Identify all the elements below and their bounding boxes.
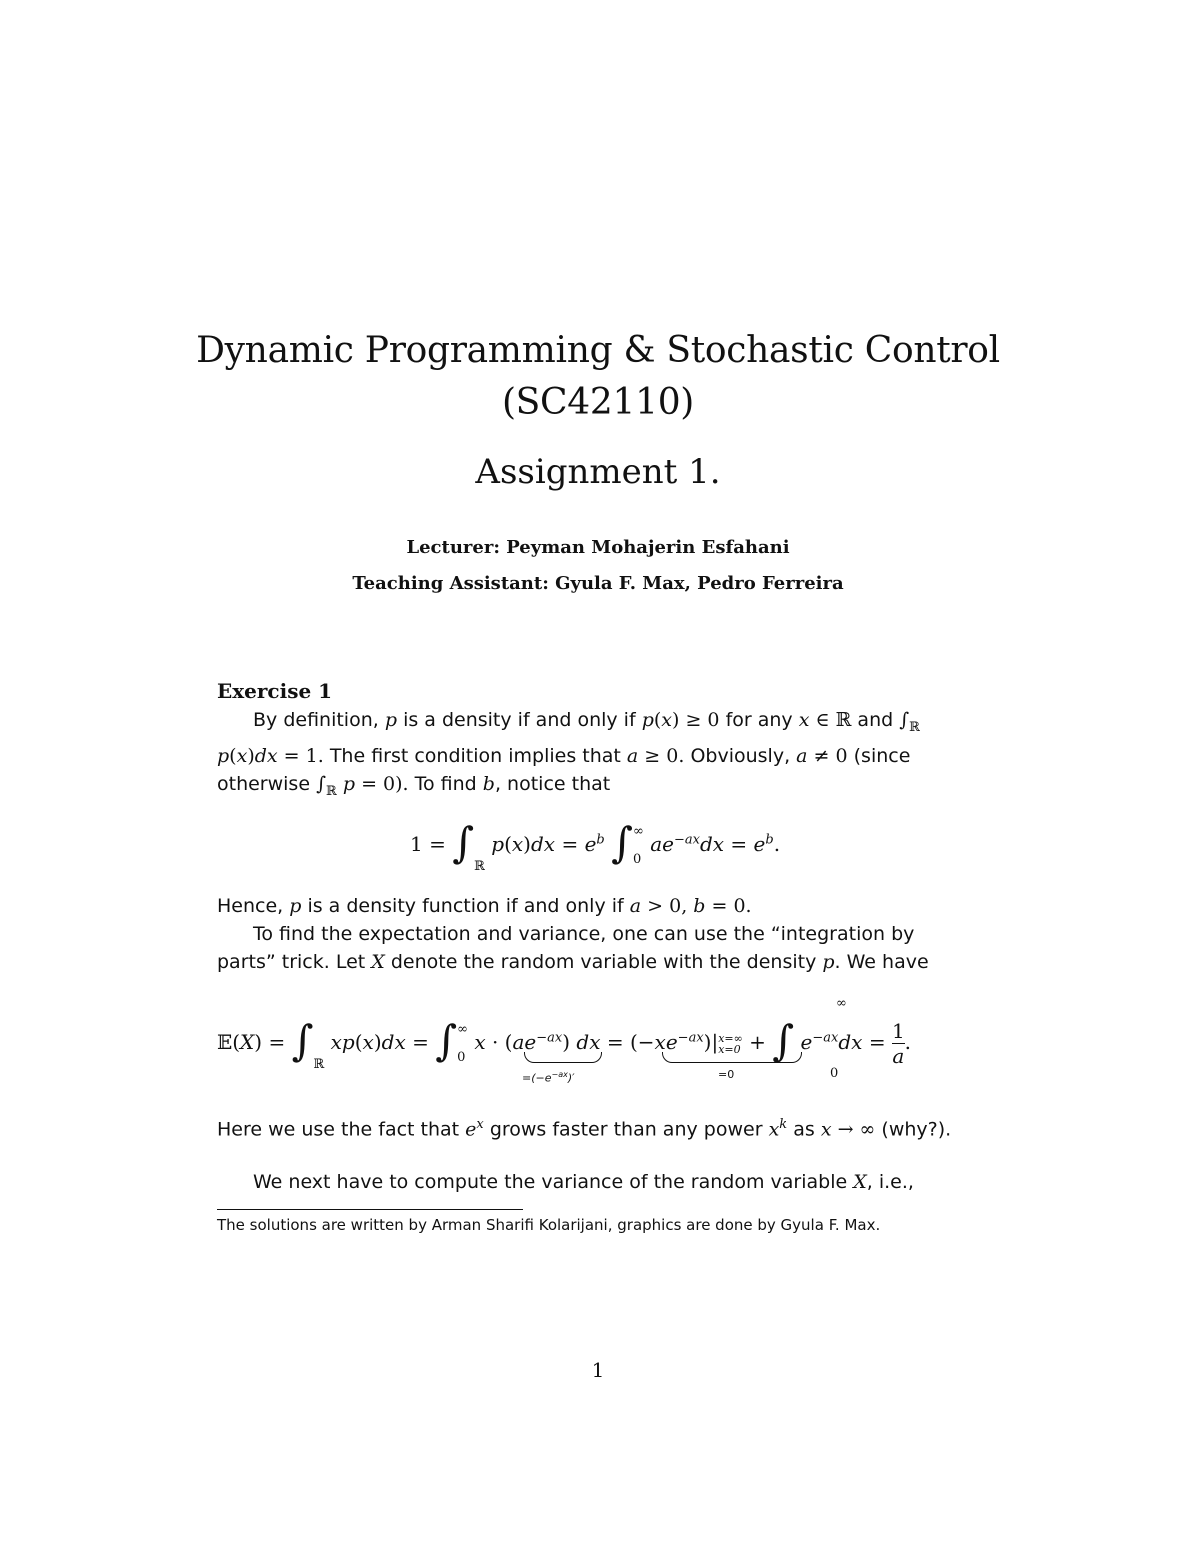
- paragraph-variance-intro: We next have to compute the variance of the random variable X, i.e.,: [253, 1171, 914, 1193]
- p5-text-1: We next have to compute the variance of the random variable: [253, 1171, 848, 1193]
- p1-text-6: Obviously,: [690, 744, 791, 767]
- underbrace-derivative: [524, 1052, 602, 1063]
- p1-text-2: is a density if and only if: [403, 709, 636, 731]
- lower-limit-zero: 0: [830, 1066, 839, 1081]
- underbrace-label-derivative: $=(-e^{-ax})'$: [522, 1070, 575, 1085]
- p4-text-1: Here we use the fact that: [217, 1118, 460, 1141]
- p1-text-1: By definition,: [253, 709, 379, 731]
- footnote-text: The solutions are written by Arman Sharifi Kolarijani, graphics are done by Gyula F. Max.: [217, 1216, 881, 1234]
- underbrace-boundary: [662, 1052, 802, 1063]
- paper-title-line-1: Dynamic Programming & Stochastic Control: [196, 330, 1000, 371]
- p1-text-5: The first condition implies that: [329, 744, 621, 767]
- p1-text-4: and: [857, 709, 894, 731]
- equation-expectation: 𝔼(X) = $\int_ℝ$ xp(x)dx = ∫∞ 0 $x \cdot (ae^{-ax})$ dx = $(-xe^{-ax})|x=\infty$ x=0 + ∫ $e^{-ax}dx$ = $\frac{1}{a}$ .: [217, 1016, 912, 1072]
- p3-text-1: To find the expectation and variance, one can use the “integration by parts” trick. Let: [217, 923, 915, 973]
- paragraph-growth-fact: Here we use the fact that $e^x$ grows faster than any power $x^k$ as x → ∞ (why?).: [217, 1117, 952, 1141]
- p1-text-8: To find: [414, 772, 477, 795]
- underbrace-label-zero: =0: [718, 1068, 735, 1081]
- p3-text-2: denote the random variable with the density: [390, 951, 817, 973]
- paragraph-expectation-intro: To find the expectation and variance, one can use the “integration by parts” trick. Let X denote the random variable with the density p. We have: [217, 923, 929, 973]
- p4-text-2: grows faster than any power: [489, 1118, 763, 1141]
- paper-title-line-2: (SC42110): [501, 382, 695, 423]
- page-number: 1: [591, 1358, 605, 1382]
- p1-text-3: for any: [725, 709, 793, 731]
- lecturer-line: Lecturer: Peyman Mohajerin Esfahani: [406, 537, 790, 558]
- p1-text-9: notice that: [507, 772, 611, 795]
- footnote-rule: [217, 1209, 523, 1210]
- paragraph-density-definition: By definition, p is a density if and only if p(x) ≥ 0 for any x ∈ ℝ and $\int_ℝ$ p(x)dx = 1. The first condition implies that a ≥ 0. Obviously, a ≠ 0 (since otherwise $\int_ℝ$ p = 0). To find b, notice that: [217, 709, 920, 799]
- p4-text-4: (why?).: [881, 1118, 952, 1141]
- p1-text-7: (since otherwise: [217, 744, 911, 795]
- paragraph-density-condition: Hence, p is a density function if and only if a > 0, b = 0.: [217, 895, 752, 917]
- p3-text-3: We have: [846, 951, 929, 973]
- p5-text-2: i.e.,: [878, 1171, 914, 1193]
- p2-text-2: is a density function if and only if: [307, 895, 624, 917]
- exercise-heading: Exercise 1: [217, 679, 333, 703]
- upper-limit-infinity: ∞: [836, 996, 847, 1011]
- p4-text-3: as: [793, 1118, 815, 1141]
- equation-normalization: $1 = \int_ℝ$ $p(x)dx = e^b$ ∫∞ 0 $ae^{-ax}dx = e^b$.: [410, 818, 781, 874]
- teaching-assistant-line: Teaching Assistant: Gyula F. Max, Pedro Ferreira: [352, 573, 844, 594]
- assignment-title: Assignment 1.: [475, 452, 721, 492]
- p2-text-1: Hence,: [217, 895, 284, 917]
